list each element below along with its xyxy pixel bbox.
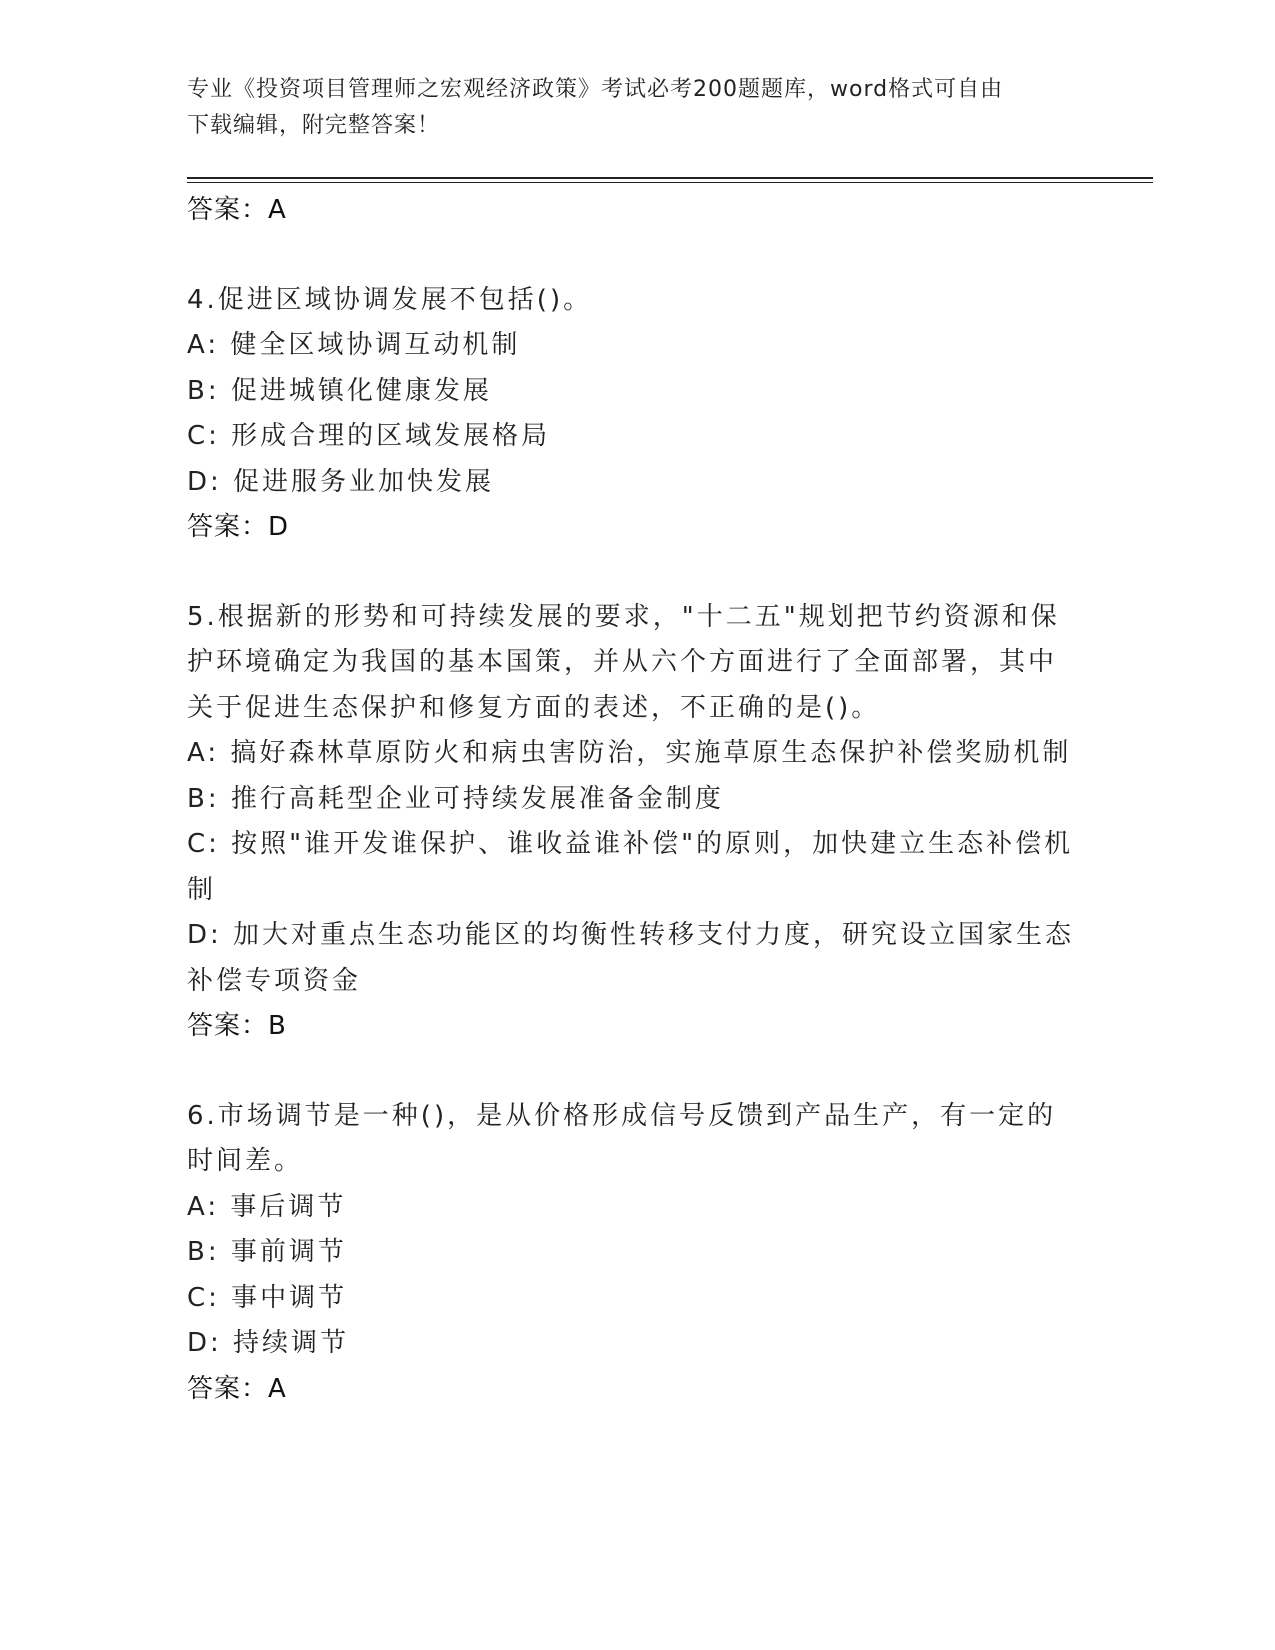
previous-answer: 答案：A	[187, 195, 287, 225]
header-line-2: 下载编辑，附完整答案！	[187, 113, 441, 138]
document-header	[187, 72, 1067, 144]
option-c-line-2: 制	[187, 874, 217, 905]
option-a: A: 事后调节	[187, 1191, 347, 1222]
header-rule-thin	[187, 182, 1153, 183]
answer: 答案：A	[187, 1373, 287, 1404]
option-a: A: 搞好森林草原防火和病虫害防治，实施草原生态保护补偿奖励机制	[187, 738, 1072, 768]
spacer	[187, 1050, 1077, 1094]
question-6	[187, 1094, 1077, 1413]
header-line-1: 专业《投资项目管理师之宏观经济政策》考试必考200题题库，word格式可自由	[187, 77, 1004, 102]
option-a: A: 健全区域协调互动机制	[187, 330, 521, 360]
option-b: B: 促进城镇化健康发展	[187, 375, 492, 406]
question-stem-line-3: 关于促进生态保护和修复方面的表述，不正确的是()。	[187, 692, 881, 723]
spacer	[187, 551, 1077, 595]
option-d: D: 促进服务业加快发展	[187, 466, 495, 497]
question-stem-line-1: 6.市场调节是一种()，是从价格形成信号反馈到产品生产，有一定的	[187, 1100, 1057, 1131]
option-b: B: 事前调节	[187, 1237, 347, 1267]
option-c: C: 形成合理的区域发展格局	[187, 421, 551, 451]
option-d-line-2: 补偿专项资金	[187, 965, 362, 996]
spacer	[187, 234, 1077, 278]
option-c: C: 事中调节	[187, 1282, 348, 1313]
question-5	[187, 595, 1077, 1050]
question-list	[187, 188, 1077, 1412]
question-stem-line-2: 时间差。	[187, 1146, 304, 1176]
question-stem-line-2: 护环境确定为我国的基本国策，并从六个方面进行了全面部署，其中	[187, 647, 1058, 677]
option-d: D: 持续调节	[187, 1328, 350, 1358]
question-stem-line-1: 5.根据新的形势和可持续发展的要求，"十二五"规划把节约资源和保	[187, 601, 1060, 632]
option-b: B: 推行高耗型企业可持续发展准备金制度	[187, 783, 724, 814]
option-c-line-1: C: 按照"谁开发谁保护、谁收益谁补偿"的原则，加快建立生态补偿机	[187, 829, 1074, 859]
answer: 答案：B	[187, 1011, 287, 1041]
question-stem: 4.促进区域协调发展不包括()。	[187, 284, 593, 315]
header-rule-thick	[187, 177, 1153, 179]
option-d-line-1: D: 加大对重点生态功能区的均衡性转移支付力度，研究设立国家生态	[187, 920, 1075, 950]
question-4	[187, 278, 1077, 551]
answer: 答案：D	[187, 512, 290, 542]
